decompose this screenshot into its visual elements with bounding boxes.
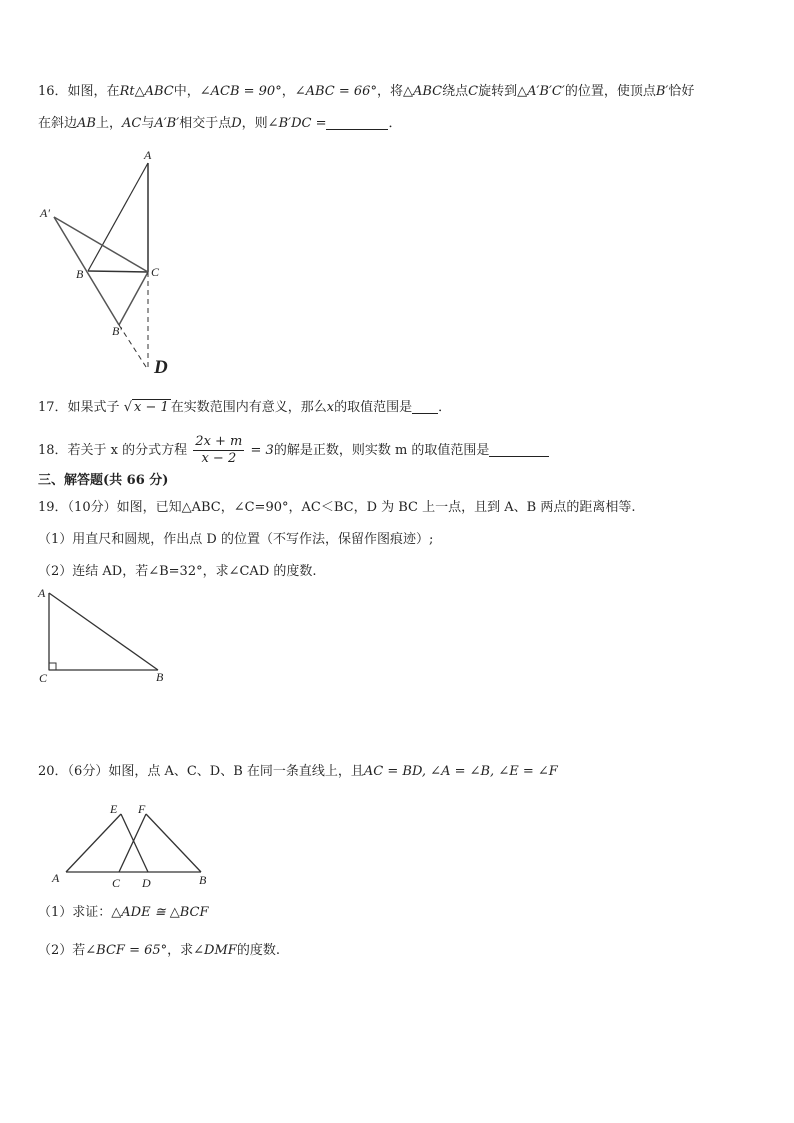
q20-label-C: C [112, 876, 121, 890]
q20-label-E: E [110, 802, 118, 816]
q19-segment-AB [49, 593, 158, 670]
q20-figure [46, 800, 216, 895]
q20-label-A: A [52, 871, 60, 885]
q19-line1: 19．（10分）如图，已知△ABC，∠C=90°，AC＜BC，D 为 BC 上一点，且到 A、B 两点的距离相等. [38, 500, 636, 515]
q16-label-A1: A′ [40, 206, 50, 220]
q18-line: 18．若关于 x 的分式方程 $\frac{2x + m}{x - 2}$ = 3的解是正数，则实数 m 的取值范围是 [38, 433, 549, 469]
q20-part2: （2）若∠BCF = 65°，求∠DMF的度数. [38, 943, 280, 958]
q19-figure [34, 585, 174, 685]
q16-segment-BC [88, 271, 148, 272]
q20-line1: 20．（6分）如图，点 A、C、D、B 在同一条直线上，且AC = BD, ∠A = ∠B, ∠E = ∠F [38, 764, 558, 779]
q17-sqrt: √ x − 1 [123, 400, 169, 415]
q19-label-B: B [156, 670, 164, 684]
q19-part1: （1）用直尺和圆规，作出点 D 的位置（不写作法，保留作图痕迹）; [38, 532, 434, 547]
q18-answer-blank[interactable] [489, 442, 549, 457]
q20-label-F: F [138, 802, 146, 816]
q16-segment-A1C [54, 217, 148, 272]
q20-segment-CF [119, 814, 146, 872]
q20-label-D: D [142, 876, 151, 890]
q16-answer-blank[interactable] [326, 115, 388, 130]
q16-figure [30, 145, 190, 380]
q16-label-A: A [144, 148, 152, 162]
q16-dashed-B1D [119, 325, 148, 370]
q20-label-B: B [199, 873, 207, 887]
q20-part1: （1）求证：△ADE ≅ △BCF [38, 905, 209, 920]
q16-line1: 16．如图，在Rt△ABC中，∠ACB = 90°，∠ABC = 66°，将△ABC绕点C旋转到△A′B′C′的位置，使顶点B′恰好 [38, 84, 695, 99]
q16-segment-B1C [119, 272, 148, 325]
q20-segment-ED [121, 814, 148, 872]
q16-label-D: D [154, 357, 168, 378]
section3-title: 三、解答题(共 66 分) [38, 473, 169, 488]
q16-label-B: B [76, 267, 84, 281]
q19-right-angle-mark [49, 663, 56, 670]
q18-fraction: $\frac{2x + m}{x - 2}$ [195, 434, 243, 466]
q19-label-C: C [39, 671, 48, 685]
q16-line2: 在斜边AB上，AC与A′B′相交于点D，则∠B′DC = ． [38, 116, 402, 131]
q19-part2: （2）连结 AD，若∠B=32°，求∠CAD 的度数. [38, 564, 317, 579]
q16-label-B1: B′ [112, 324, 122, 338]
q17-answer-blank[interactable] [412, 399, 438, 414]
q16-label-C: C [151, 265, 160, 279]
q19-label-A: A [38, 586, 46, 600]
q20-segment-AE [66, 814, 121, 872]
q17-line: 17．如果式子 √ x − 1 在实数范围内有意义，那么x的取值范围是 ． [38, 400, 452, 415]
q20-segment-FB [146, 814, 201, 872]
